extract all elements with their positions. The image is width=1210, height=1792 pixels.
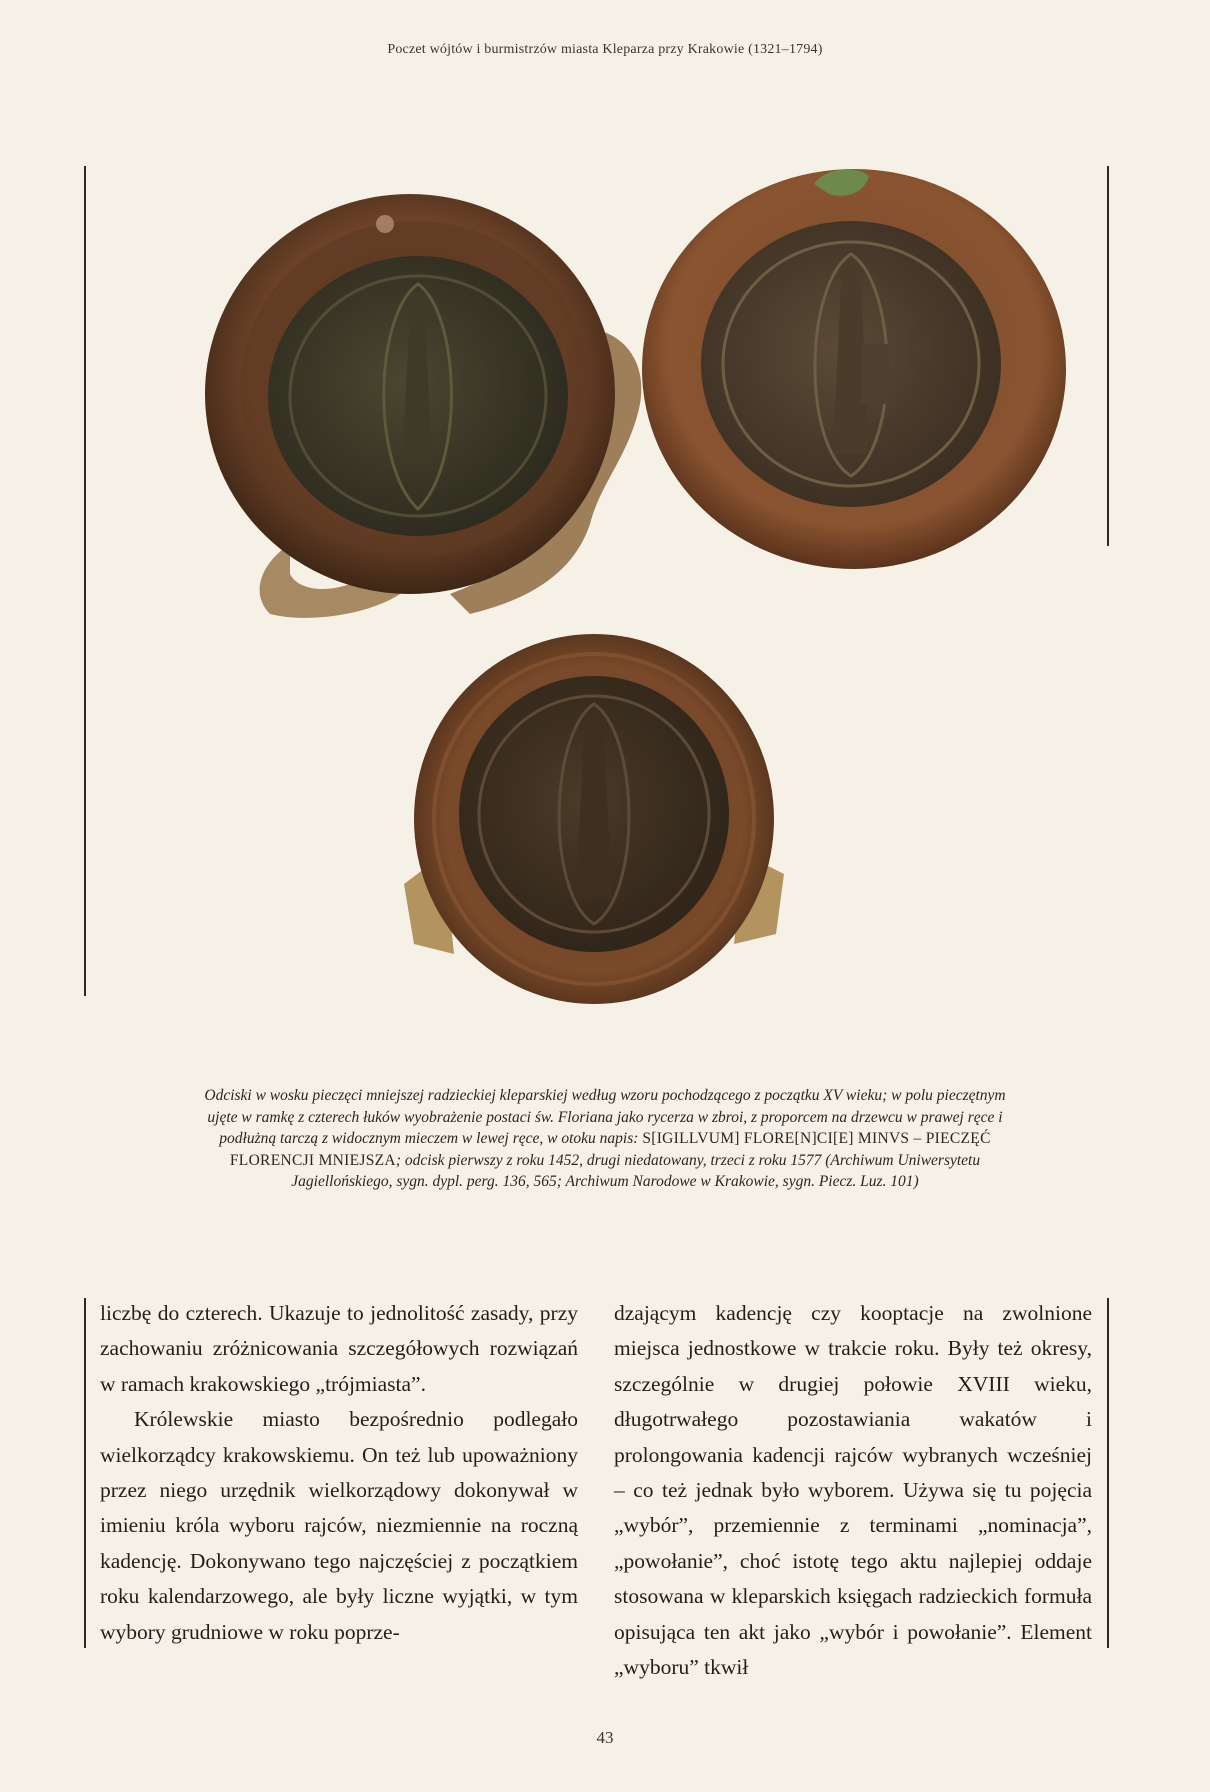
caption-seal-legend: S[IGILLVUM] FLORE[N]CI[E] MINVS – PIECZĘĆ FLORENCJI MNIEJSZA	[229, 1130, 991, 1169]
seal-upper-left-image	[170, 164, 690, 634]
caption-text: Odciski w wosku pieczęci mniejszej radzieckiej kleparskiej według wzoru pochodzącego z początku XV wieku; w polu pieczętnym ujęte w ramkę z czterech łuków wyobrażenie postaci św. Floriana jako rycerza w zbroi, z proporcem na drzewcu w prawej ręce i podłużną tarczą z widocznym mieczem w lewej ręce, w otoku napis:	[204, 1087, 1006, 1147]
body-column-left	[100, 1296, 578, 1650]
text-right-rule	[1107, 1298, 1109, 1648]
caption-sources: ; odcisk pierwszy z roku 1452, drugi niedatowany, trzeci z roku 1577 (Archiwum Uniwersytetu Jagiellońskiego, sygn. dypl. perg. 136, 565; Archiwum Narodowe w Krakowie, sygn. Piecz. Luz. 101)	[291, 1151, 981, 1190]
running-header: Poczet wójtów i burmistrzów miasta Kleparza przy Krakowie (1321–1794)	[387, 42, 823, 57]
seal-lower-center	[384, 604, 804, 1024]
seal-upper-left	[170, 164, 690, 634]
page-number: 43	[596, 1728, 614, 1747]
body-paragraph: Królewskie miasto bezpośrednio podlegało wielkorządcy krakowskiemu. On też lub upoważniony przez niego urzędnik wielkorządowy dokonywał w imieniu króla wyboru rajców, niezmiennie na roczną kadencję. Dokonywano tego najczęściej z początkiem roku kalendarzowego, ale były liczne wyjątki, w tym wybory grudniowe w roku poprze-	[100, 1407, 578, 1644]
seal-lower-center-image	[384, 604, 804, 1024]
body-paragraph: dzającym kadencję czy kooptacje na zwolnione miejsca jednostkowe w trakcie roku. Były też okresy, szczególnie w drugiej połowie XVIII wieku, długotrwałego pozostawiania wakatów i prolongowania kadencji rajców wybranych wcześniej – co też jednak było wyborem. Używa się tu pojęcia „wybór”, przemiennie z terminami „nominacja”, „powołanie”, choć istotę tego aktu najlepiej oddaje stosowana w kleparskich księgach radzieckich formuła opisująca ten akt jako „wybór i powołanie”. Element „wyboru” tkwił	[614, 1301, 1092, 1680]
body-paragraph: liczbę do czterech. Ukazuje to jednolitość zasady, przy zachowaniu zróżnicowania szczegółowych rozwiązań w ramach krakowskiego „trójmiasta”.	[100, 1301, 578, 1396]
seal-photographs	[84, 164, 1110, 1074]
figure-caption	[190, 1085, 1020, 1193]
seal-upper-right-image	[629, 164, 1089, 584]
text-left-rule	[84, 1298, 86, 1648]
body-column-right	[614, 1296, 1092, 1685]
seal-upper-right	[629, 164, 1089, 584]
